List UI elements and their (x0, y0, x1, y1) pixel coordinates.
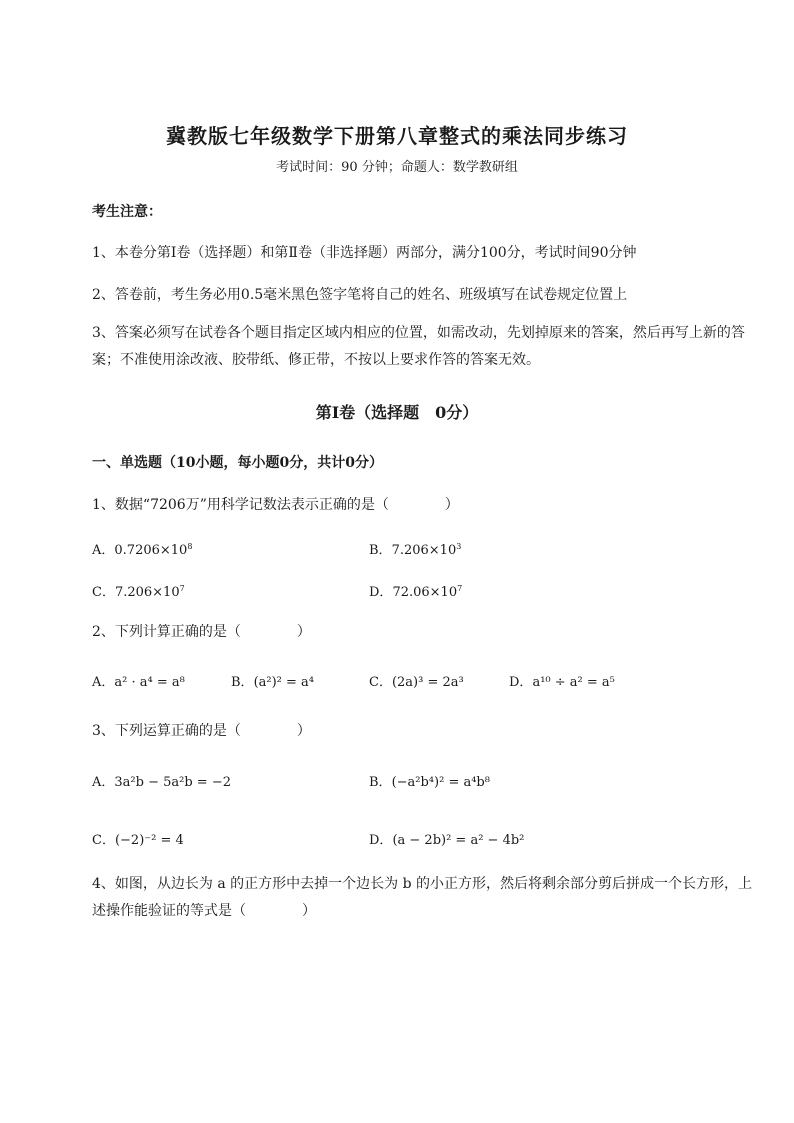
question-3-close: ） (296, 723, 311, 739)
question-1-close: ） (444, 497, 459, 513)
section-title: 第Ⅰ卷（选择题 0分） (315, 403, 479, 422)
question-2-option-c[interactable]: C．(2a)³ = 2a³ (369, 675, 464, 690)
question-4-close: ） (302, 903, 316, 919)
question-3-stem (92, 720, 311, 740)
exam-info: 考试时间：90 分钟；命题人：数学教研组 (276, 160, 518, 175)
question-2-text: 2、下列计算正确的是（ (92, 624, 241, 640)
question-1-text: 1、数据“7206万”用科学记数法表示正确的是（ (92, 497, 389, 513)
question-3-option-c[interactable]: C．(−2)⁻² = 4 (92, 833, 184, 848)
question-1-option-b[interactable]: B．$7.206\times 10^3$ (369, 542, 462, 558)
question-2-stem (92, 621, 311, 641)
question-3-option-a[interactable]: A．3a²b − 5a²b = −2 (92, 775, 231, 790)
question-2-close: ） (296, 624, 311, 640)
notice-item-2: 2、答卷前，考生务必用0.5毫米黑色签字笔将自己的姓名、班级填写在试卷规定位置上 (92, 287, 628, 303)
question-2-option-a[interactable]: A．a² · a⁴ = a⁸ (92, 675, 185, 690)
question-3-option-d[interactable]: D．(a − 2b)² = a² − 4b² (369, 833, 525, 848)
part-heading: 一、单选题（10小题，每小题0分，共计0分） (92, 455, 383, 471)
question-3-text: 3、下列运算正确的是（ (92, 723, 241, 739)
notice-item-1: 1、本卷分第Ⅰ卷（选择题）和第Ⅱ卷（非选择题）两部分，满分100分，考试时间90分钟 (92, 245, 637, 261)
question-4-text: 4、如图，从边长为 a 的正方形中去掉一个边长为 b 的小正方形，然后将剩余部分剪后拼成一个长方形，上述操作能验证的等式是（ (92, 876, 753, 919)
question-1-option-c[interactable]: C．$7.206\times 10^7$ (92, 584, 185, 600)
question-2-option-d[interactable]: D．a¹⁰ ÷ a² = a⁵ (509, 675, 615, 690)
question-3-option-b[interactable]: B．(−a²b⁴)² = a⁴b⁸ (369, 775, 490, 790)
question-1-stem (92, 494, 459, 514)
question-1-option-d[interactable]: D．$72.06\times 10^7$ (369, 584, 463, 600)
notice-item-3: 3、答案必须写在试卷各个题目指定区域内相应的位置，如需改动，先划掉原来的答案，然后再写上新的答案；不准使用涂改液、胶带纸、修正带，不按以上要求作答的答案无效。 (92, 325, 745, 368)
question-1-option-a[interactable]: A．$0.7206\times 10^8$ (92, 542, 193, 558)
page-title: 冀教版七年级数学下册第八章整式的乘法同步练习 (166, 124, 628, 148)
notice-heading: 考生注意： (92, 204, 162, 220)
question-4-stem (92, 871, 752, 925)
question-2-option-b[interactable]: B．(a²)² = a⁴ (231, 675, 314, 690)
